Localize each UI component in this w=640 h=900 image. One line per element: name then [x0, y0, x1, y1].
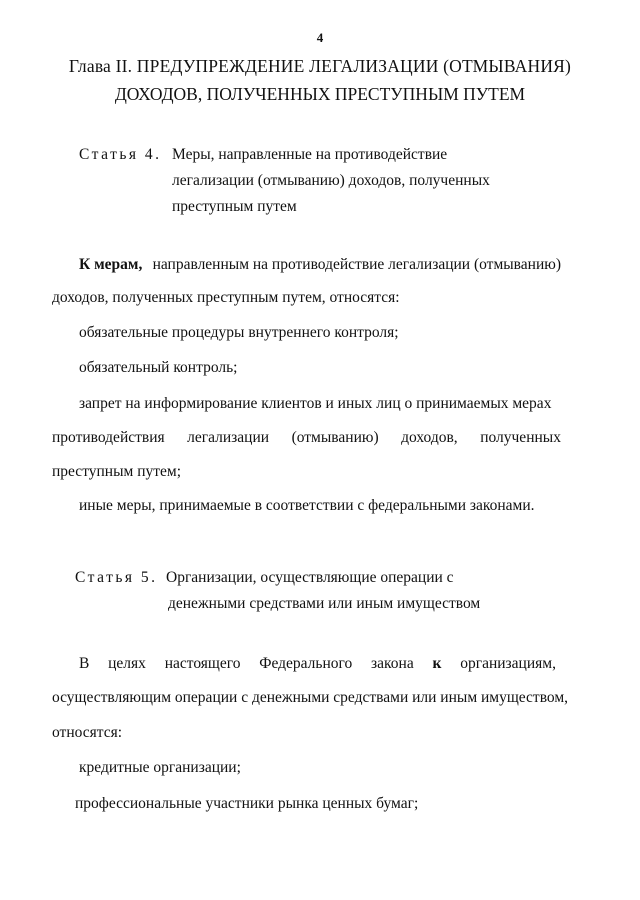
- article-4-item-4: иные меры, принимаемые в соответствии с федеральными законами.: [79, 497, 535, 514]
- article-5-title-line1: Организации, осуществляющие операции с: [166, 569, 454, 586]
- article-5-paragraph-line1: [79, 655, 556, 673]
- article-5-label: Статья 5.: [75, 569, 158, 586]
- page-number: 4: [316, 30, 324, 45]
- justified-word: В: [79, 655, 90, 672]
- article-4-paragraph-line1: [79, 256, 561, 274]
- article-4-paragraph-bold: К мерам,: [79, 256, 143, 273]
- justified-word: настоящего: [164, 655, 241, 672]
- justified-word: целях: [108, 655, 146, 672]
- justified-word: полученных: [480, 429, 561, 446]
- article-4-title: [172, 142, 490, 220]
- article-4-item-1: обязательные процедуры внутреннего контроля;: [79, 324, 399, 341]
- justified-word: Федерального: [259, 655, 353, 672]
- article-4-item-3-line2: [52, 429, 561, 447]
- justified-word: к: [432, 655, 442, 672]
- justified-word: легализации: [187, 429, 270, 446]
- justified-word: закона: [371, 655, 414, 672]
- article-4-item-2: обязательный контроль;: [79, 359, 238, 376]
- article-4-item-3-line3: преступным путем;: [52, 463, 182, 480]
- article-4-paragraph-rest: направленным на противодействие легализации (отмыванию): [152, 256, 561, 273]
- article-5-title: [166, 565, 480, 617]
- article-4-title-line1: Меры, направленные на противодействие: [172, 146, 448, 163]
- chapter-heading-line1: Глава II. ПРЕДУПРЕЖДЕНИЕ ЛЕГАЛИЗАЦИИ (ОТМЫВАНИЯ): [68, 56, 572, 76]
- justified-word: организациям,: [460, 655, 556, 672]
- article-5-item-1: кредитные организации;: [79, 759, 241, 776]
- article-4-title-line2: легализации (отмыванию) доходов, полученных: [172, 172, 490, 189]
- article-5-heading: [75, 565, 158, 591]
- article-4-paragraph-line2: доходов, полученных преступным путем, относятся:: [52, 289, 400, 306]
- article-4-label: Статья 4.: [79, 146, 162, 163]
- article-5-paragraph-line2: осуществляющим операции с денежными средствами или иным имуществом,: [52, 689, 569, 706]
- article-5-paragraph-line3: относятся:: [52, 724, 123, 741]
- article-5-title-line2: денежными средствами или иным имуществом: [168, 595, 481, 612]
- article-5-item-2: профессиональные участники рынка ценных бумаг;: [75, 795, 419, 812]
- chapter-heading: [0, 52, 640, 108]
- justified-word: доходов,: [401, 429, 458, 446]
- article-4-title-line3: преступным путем: [172, 198, 297, 215]
- article-4-item-3-line1: запрет на информирование клиентов и иных лиц о принимаемых мерах: [79, 395, 552, 412]
- justified-word: противодействия: [52, 429, 165, 446]
- article-4-heading: [79, 142, 162, 168]
- chapter-heading-line2: ДОХОДОВ, ПОЛУЧЕННЫХ ПРЕСТУПНЫМ ПУТЕМ: [114, 84, 526, 104]
- justified-word: (отмыванию): [291, 429, 379, 446]
